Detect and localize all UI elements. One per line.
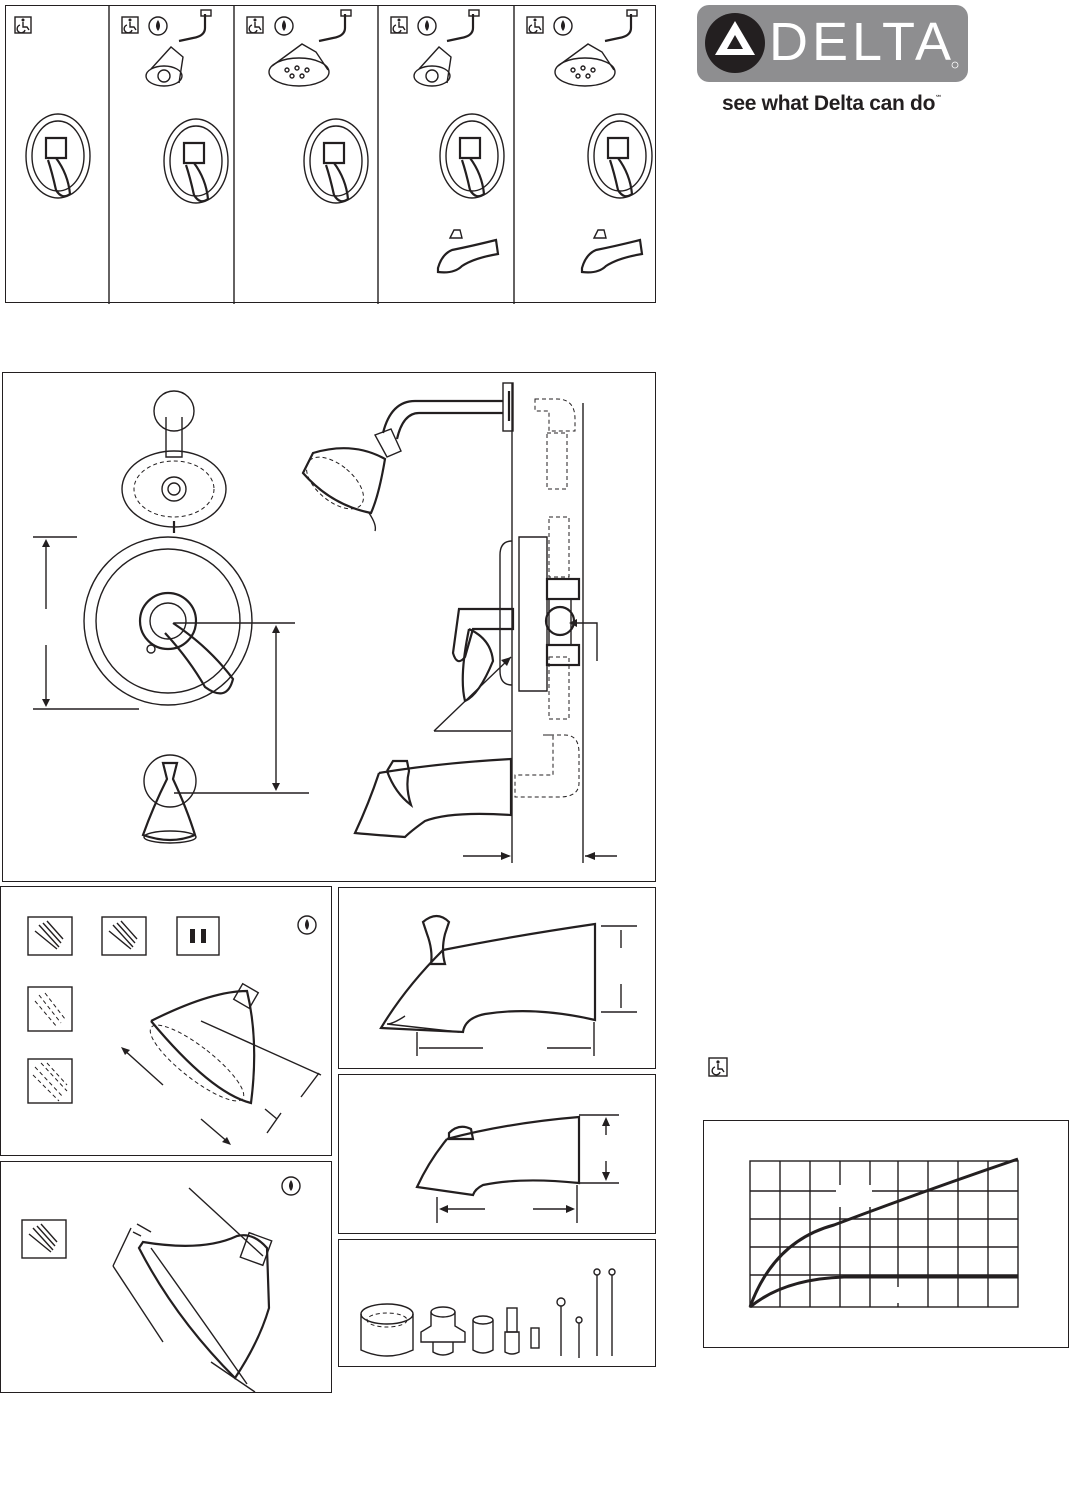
valve-trim-icon [304, 119, 368, 203]
watersense-droplet-icon [298, 916, 316, 934]
wheelchair-icon [247, 17, 263, 33]
valve-trim-front-view [84, 537, 252, 705]
cartridge-ring-part [361, 1304, 413, 1356]
parts-drawing [339, 1240, 657, 1368]
installation-drawing [3, 373, 657, 883]
watersense-droplet-icon [282, 1177, 300, 1195]
tub-spout-icon [582, 230, 642, 272]
shower-head-multifunction-icon [414, 10, 479, 86]
brand-tagline [722, 92, 942, 116]
spout-large-drawing [339, 888, 657, 1070]
shower-head-multifunction-icon [146, 10, 211, 86]
shower-head-large-icon [555, 10, 637, 86]
spray-settings-panel [0, 886, 332, 1156]
spray-pattern-full-icon [28, 917, 72, 955]
brand-wordmark: DELTA [769, 12, 956, 72]
valve-trim-icon [164, 119, 228, 203]
wheelchair-icon [122, 17, 138, 33]
dimension-shower-head [121, 1021, 321, 1145]
wheelchair-icon [391, 17, 407, 33]
spray-pattern-mist-icon [28, 1059, 72, 1103]
pause-icon [177, 917, 219, 955]
tub-spout-icon [438, 230, 498, 272]
rain-shower-drawing [1, 1162, 333, 1394]
tub-spout-diverter-side-view [381, 916, 595, 1032]
spray-pattern-full-icon [22, 1220, 66, 1258]
valve-trim-icon [26, 114, 90, 198]
spout-dimension-panel-large [338, 887, 656, 1069]
ada-compliance-icon [708, 1057, 728, 1077]
dimension-small-spout [437, 1115, 619, 1223]
wheelchair-icon [15, 17, 31, 33]
shower-head-large-icon [269, 10, 351, 86]
wheelchair-icon [708, 1057, 728, 1077]
valve-lever-side-view [453, 609, 513, 701]
tagline-text: see what Delta can do [722, 92, 936, 115]
parts-panel [338, 1239, 656, 1367]
cartridge-stem-part [421, 1307, 465, 1355]
spout-dimension-panel-small [338, 1074, 656, 1234]
wheelchair-icon [527, 17, 543, 33]
rain-shower-panel [0, 1161, 332, 1393]
watersense-droplet-icon [149, 17, 167, 35]
screw-short-part [557, 1298, 565, 1356]
dimension-trim-height [33, 537, 139, 709]
spray-pattern-massage-icon [102, 917, 146, 955]
tub-spout-side-view [355, 759, 511, 837]
valve-trim-icon [440, 114, 504, 198]
flow-rate-chart [703, 1120, 1069, 1348]
tub-spout-front-view [143, 755, 196, 843]
flow-rate-graph [704, 1121, 1070, 1349]
watersense-droplet-icon [418, 17, 436, 35]
spray-pattern-shampoo-icon [28, 987, 72, 1031]
model-strip [5, 5, 656, 303]
dimension-spout-height [601, 926, 637, 1012]
stem-extension-part [505, 1308, 539, 1354]
screw-medium-part [576, 1317, 582, 1358]
installation-diagram [2, 372, 656, 882]
spray-settings-drawing [1, 887, 333, 1157]
bonnet-part [473, 1316, 493, 1353]
valve-trim-icon [588, 114, 652, 198]
dimension-valve-to-spout [174, 623, 309, 793]
spout-small-drawing [339, 1075, 657, 1235]
shower-head-side-view [297, 383, 513, 531]
leader-lines [434, 619, 617, 860]
service-mark: ℠ [935, 95, 942, 102]
watersense-droplet-icon [275, 17, 293, 35]
tub-spout-side-view-small [417, 1117, 579, 1195]
watersense-droplet-icon [554, 17, 572, 35]
shower-head-tilted-view [141, 984, 258, 1112]
dimension-spout-length [417, 1022, 594, 1056]
rain-shower-head-side-view [139, 1233, 272, 1384]
shower-head-front-view [122, 391, 226, 533]
model-strip-drawing [6, 6, 657, 304]
screw-long-part [594, 1269, 615, 1356]
dimension-rain-shower [113, 1188, 263, 1392]
